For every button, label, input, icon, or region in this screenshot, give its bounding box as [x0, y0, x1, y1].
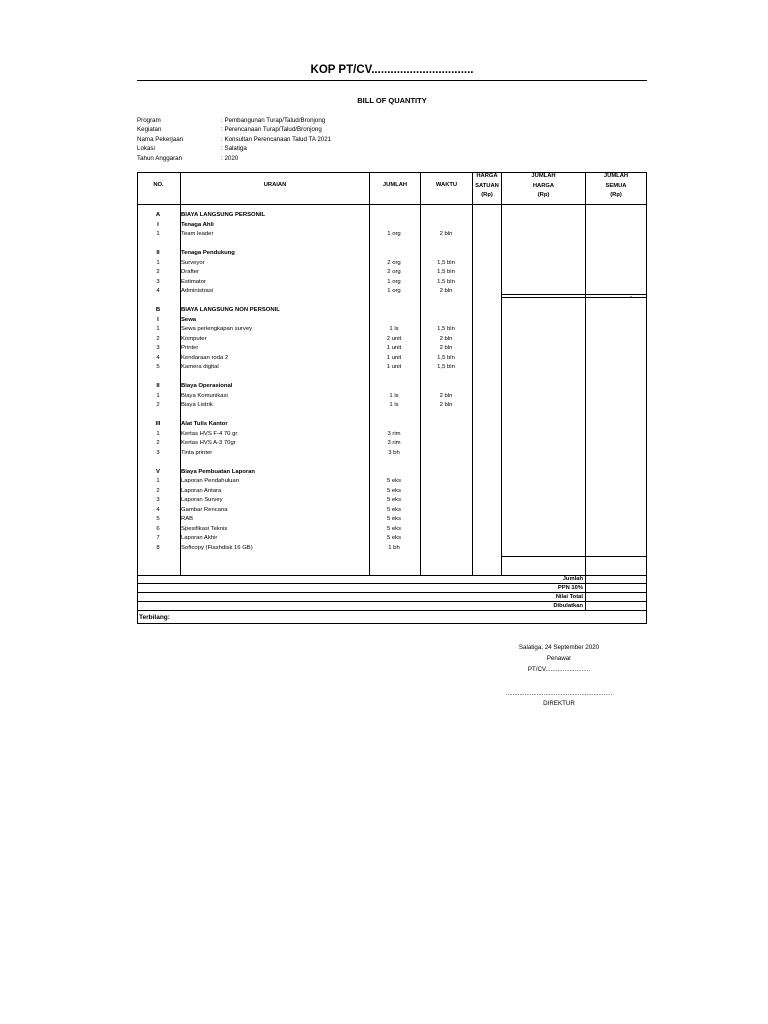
summary-nilai-total: Nilai Total: [555, 594, 583, 600]
row-uraian: Spesifikasi Teknis: [181, 525, 228, 532]
row-jumlah: 2 unit: [386, 335, 402, 342]
stray-mark: -: [630, 294, 632, 300]
row-uraian: Biaya Komunikasi: [181, 392, 228, 399]
row-uraian: Biaya Pembuatan Laporan: [181, 468, 255, 475]
row-no: 5: [156, 516, 160, 522]
info-value: : Salatiga: [221, 145, 247, 153]
header-line: HARGA: [476, 173, 498, 179]
row-uraian: Drafter: [181, 269, 200, 275]
row-no: 2: [156, 269, 160, 275]
summary-ppn: PPN 10%: [557, 585, 583, 591]
row-jumlah: 5 eks: [386, 487, 402, 494]
row-uraian: Laporan Akhir: [181, 535, 218, 541]
row-no: II: [156, 383, 160, 389]
row-jumlah: 1 bh: [388, 544, 400, 551]
row-no: 8: [156, 544, 160, 551]
row-no: 1: [156, 392, 160, 399]
info-label: Program: [137, 117, 161, 124]
row-jumlah: 1 unit: [386, 364, 402, 370]
info-label: Kegiatan: [137, 126, 162, 134]
header-jumlah-semua: [586, 172, 646, 201]
row-uraian: RAB: [181, 516, 194, 522]
row-no: 5: [156, 364, 160, 370]
row-uraian: Laporan Pendahuluan: [181, 478, 239, 484]
column-divider: [501, 172, 502, 575]
info-value: : Pembangunan Turap/Talud/Bronjong: [221, 117, 326, 124]
row-no: 1: [156, 478, 160, 484]
row-no: 3: [156, 449, 160, 456]
row-no: V: [156, 468, 160, 475]
kop-divider: [137, 80, 647, 81]
row-no: 3: [156, 278, 160, 285]
header-line: (Rp): [610, 192, 622, 198]
row-uraian: Sewa perlengkapan survey: [181, 326, 253, 332]
row-waktu: 1,5 bln: [437, 259, 455, 266]
row-uraian: Softcopy (Flashdisk 16 GB): [181, 544, 253, 551]
row-no: 7: [156, 535, 160, 541]
info-row-program: [137, 116, 331, 125]
bill-of-quantity-table: [137, 172, 647, 624]
signature-line: ..............................................................: [505, 690, 613, 697]
row-no: 2: [156, 335, 160, 342]
header-line: (Rp): [481, 192, 493, 198]
row-uraian: Biaya Listrik: [181, 402, 213, 408]
row-uraian: Alat Tulis Kantor: [181, 421, 228, 427]
row-waktu: 2 bln: [439, 335, 453, 342]
row-no: 2: [156, 402, 160, 408]
row-uraian: Kendaraan roda 2: [181, 354, 229, 361]
row-uraian: Administrasi: [181, 288, 214, 294]
row-uraian: Laporan Survey: [181, 497, 223, 503]
info-label: Lokasi: [137, 145, 155, 153]
header-line: HARGA: [532, 182, 555, 189]
row-uraian: Kertas HVS A-3 70gr: [181, 440, 236, 446]
header-jumlah-harga: [502, 172, 585, 201]
header-line: JUMLAH: [531, 173, 556, 179]
header-line: (Rp): [537, 192, 550, 198]
row-waktu: 1,5 bln: [437, 354, 455, 361]
row-uraian: BIAYA LANGSUNG NON PERSONIL: [181, 307, 280, 313]
info-value: : Perencanaan Turap/Talud/Bronjong: [221, 126, 322, 134]
row-no: 6: [156, 525, 160, 532]
row-jumlah: 5 eks: [386, 506, 402, 513]
row-no: III: [155, 421, 161, 427]
summary-jumlah: Jumlah: [562, 576, 583, 582]
header-divider: [137, 204, 647, 205]
signature-title: DIREKTUR: [543, 700, 575, 707]
column-divider: [472, 172, 473, 575]
terbilang-label: Terbilang:: [139, 614, 170, 621]
header-line: JUMLAH: [603, 173, 629, 179]
signature-company: PT/CV..........................: [527, 666, 591, 673]
section-divider: [501, 297, 647, 298]
row-no: I: [157, 316, 159, 323]
row-no: 4: [156, 288, 160, 294]
row-uraian: Kertas HVS F-4 70 gr: [181, 430, 238, 437]
row-jumlah: 3 bh: [388, 449, 400, 456]
row-jumlah: 1 org: [387, 288, 401, 294]
header-jumlah: JUMLAH: [382, 182, 408, 188]
row-jumlah: 1 org: [387, 231, 401, 237]
row-jumlah: 5 eks: [386, 516, 402, 522]
info-value: : 2020: [221, 154, 239, 162]
info-row-kegiatan: [137, 125, 331, 134]
row-uraian: BIAYA LANGSUNG PERSONIL: [181, 212, 266, 218]
kop-heading: KOP PT/CV................................: [310, 64, 474, 76]
row-no: 4: [156, 506, 160, 513]
header-no: NO.: [153, 182, 164, 188]
section-divider: [501, 294, 647, 295]
table-border-bottom: [137, 623, 647, 624]
row-uraian: Estimator: [181, 278, 206, 285]
summary-dibulatkan: Dibulatkan: [553, 603, 583, 609]
row-uraian: Team leader: [181, 231, 214, 237]
row-jumlah: 2 org: [387, 269, 401, 275]
row-jumlah: 5 eks: [386, 497, 402, 503]
row-no: 2: [156, 487, 160, 494]
row-jumlah: 3 rim: [387, 440, 401, 446]
row-waktu: 2 bln: [439, 231, 453, 237]
row-waktu: 1,5 bln: [437, 269, 455, 275]
table-border-right: [646, 172, 647, 624]
row-no: 1: [156, 259, 160, 266]
row-no: 1: [156, 326, 160, 332]
row-jumlah: 2 org: [387, 259, 401, 266]
info-row-nama-pekerjaan: [137, 135, 331, 144]
info-value: : Konsultan Perencanaan Talud TA 2021: [221, 135, 332, 143]
row-jumlah: 1 org: [387, 278, 401, 285]
column-divider: [585, 172, 586, 610]
row-uraian: Tenaga Ahli: [181, 221, 214, 228]
info-row-lokasi: [137, 144, 331, 153]
row-uraian: Kamera digital: [181, 364, 219, 370]
row-jumlah: 1 ls: [389, 392, 399, 399]
row-waktu: 2 bln: [439, 345, 453, 351]
info-label: Tahun Anggaran: [137, 154, 183, 162]
info-label: Nama Pekerjaan: [137, 135, 184, 143]
row-jumlah: 1 unit: [386, 345, 402, 351]
header-line: SATUAN: [475, 182, 499, 189]
row-jumlah: 1 ls: [389, 402, 399, 408]
row-jumlah: 5 eks: [386, 535, 402, 541]
document-title: BILL OF QUANTITY: [357, 96, 427, 105]
header-uraian: URAIAN: [263, 182, 287, 188]
header-waktu: WAKTU: [435, 182, 458, 188]
row-uraian: Komputer: [181, 335, 207, 342]
header-harga-satuan: [473, 172, 501, 201]
row-no: B: [155, 307, 161, 313]
row-no: 2: [156, 440, 160, 446]
row-jumlah: 3 rim: [387, 430, 401, 437]
row-uraian: Gambar Rencana: [181, 506, 228, 513]
row-uraian: Tinta printer: [181, 449, 213, 456]
row-waktu: 1,5 bln: [437, 364, 455, 370]
row-no: 1: [156, 430, 160, 437]
row-no: 3: [156, 345, 160, 351]
row-uraian: Biaya Operasional: [181, 383, 233, 389]
project-info: [137, 116, 331, 163]
row-waktu: 2 bln: [439, 402, 453, 408]
row-waktu: 1,5 bln: [437, 278, 455, 285]
row-uraian: Tenaga Pendukung: [181, 250, 235, 256]
row-no: A: [155, 212, 161, 218]
signature-role: Penawar: [546, 655, 572, 662]
row-waktu: 2 bln: [439, 288, 453, 294]
signature-place-date: Salatiga, 24 September 2020: [518, 644, 600, 651]
row-jumlah: 1 ls: [389, 326, 399, 332]
row-waktu: 1,5 bln: [437, 326, 455, 332]
row-no: 3: [156, 497, 160, 503]
section-divider: [501, 556, 647, 557]
row-jumlah: 1 unit: [386, 354, 402, 361]
row-uraian: Printer: [181, 345, 199, 351]
row-uraian: Sewa: [181, 316, 197, 323]
row-jumlah: 5 eks: [386, 525, 402, 532]
info-row-tahun-anggaran: [137, 154, 331, 163]
row-uraian: Laporan Antara: [181, 487, 222, 494]
row-uraian: Surveyor: [181, 259, 205, 266]
row-no: I: [157, 221, 159, 228]
row-no: 4: [156, 354, 160, 361]
row-no: 1: [156, 231, 160, 237]
header-line: SEMUA: [605, 182, 627, 189]
row-jumlah: 5 eks: [386, 478, 402, 484]
row-no: II: [156, 250, 160, 256]
row-waktu: 2 bln: [439, 392, 453, 399]
